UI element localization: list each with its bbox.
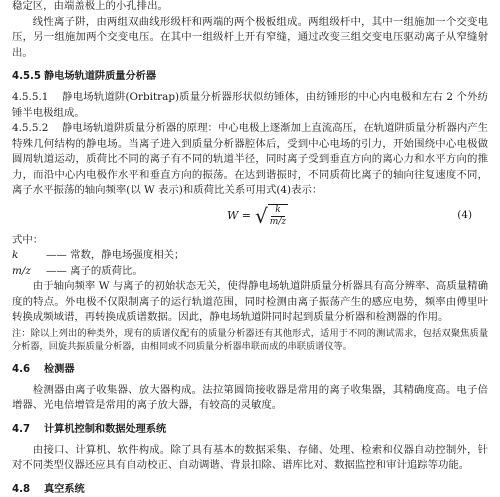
definition-symbol: k [12, 249, 19, 261]
definition-item [12, 264, 488, 280]
section-title: 真空系统 [44, 483, 85, 495]
section-number: 4.5.5 [12, 71, 42, 82]
section-title: 静电场轨道阱质量分析器 [44, 71, 157, 82]
note [12, 327, 488, 354]
continuation-text: 稳定区，由端盖极上的小孔排出。 [12, 0, 168, 12]
equation-number: (4) [457, 208, 472, 221]
section-title: 计算机控制和数据处理系统 [44, 423, 167, 435]
paragraph-linear-trap: 线性离子阱，由两组双曲线形级杆和两端的两个极板组成。两组级杆中，其中一组施加一个交变电压，另一组施加两个交变电压。在其中一组级杆上开有窄缝，通过改变三组交变电压驱动离子从窄缝射出。 [12, 15, 488, 59]
definition-text: —— 常数，静电场强度相关； [46, 249, 185, 261]
definition-text: —— 离子的质荷比。 [46, 264, 143, 277]
clause-number: 4.5.5.1 [12, 91, 49, 103]
paragraph-orbitrap-features: 由于轴向频率 W 与离子的初始状态无关，使得静电场轨道阱质量分析器具有高分辨率、高质量精确度的特点。外电极不仅限制离子的运行轨道范围，同时检测由离子振荡产生的感应电势，频率由傅里叶转换成频域谱，再转换成质谱数据。因此，静电场轨道阱同时起到质量分析器和检测器的作用。 [12, 280, 488, 323]
equation-lhs: W = [227, 209, 252, 222]
clause-text: 静电场轨道阱质量分析器的原理：中心电极上逐渐加上直流高压，在轨道阱质量分析器内产生特殊几何结构的静电场。当离子进入到质量分析器腔体后，受到中心电场的引力，开始围绕中心电极做圆周轨道运动，质荷比不同的离子有不同的轨道半径，同时离子受到垂直方向的离心力和水平方向的推力，而沿中心内电极作水平和垂直方向的振荡。在达到谐振时，不同质荷比离子的轴向往复速度不同，离子水平振荡的轴向频率(以 W 表示)和质荷比关系可用式(4)表示： [12, 122, 489, 196]
equation-4 [12, 201, 488, 231]
note-text: 除以上列出的种类外，现有的质谱仪配有的质量分析器还有其他形式，适用于不同的测试需求，包括双聚焦质量分析器，回旋共振质量分析器，由相同或不同质量分析器串联而成的串联质谱仪等。 [12, 327, 489, 352]
symbol-definitions [12, 233, 488, 280]
clause-number: 4.5.5.2 [12, 122, 49, 134]
fraction-numerator: k [271, 205, 284, 217]
section-heading-4-6 [12, 363, 488, 377]
section-number: 4.7 [12, 423, 31, 435]
equation-body [227, 204, 288, 228]
section-title: 检测器 [44, 363, 75, 375]
section-heading-4-5-5 [12, 70, 488, 84]
radical-sign-icon: √ [255, 203, 268, 228]
note-label: 注： [12, 327, 31, 339]
section-heading-4-8 [12, 483, 488, 497]
section-number: 4.8 [12, 483, 31, 495]
section-heading-4-7 [12, 423, 488, 437]
paragraph-computer-control: 由接口、计算机、软件构成。除了具有基本的数据采集、存储、处理、检索和仪器自动控制外，针对不同类型仪器还应具有自动校正、自动调谐、背景扣除、谱库比对、数据监控和审计追踪等功能。 [12, 443, 488, 471]
section-number: 4.6 [12, 363, 31, 375]
paragraph-4-5-5-1 [12, 90, 488, 121]
definition-item [12, 248, 488, 264]
fraction [268, 204, 288, 228]
paragraph-4-5-5-2 [12, 121, 488, 199]
paragraph-detector: 检测器由离子收集器、放大器构成。法拉第圆筒接收器是常用的离子收集器，其精确度高。电子倍增器、光电倍增管是常用的离子放大器，有较高的灵敏度。 [12, 383, 488, 411]
clause-text: 静电场轨道阱(Orbitrap)质量分析器形状似纺锤体，由纺锤形的中心内电极和左右 2 个外纺锤半电极组成。 [12, 91, 488, 119]
definitions-intro: 式中： [12, 233, 44, 246]
fraction-denominator: m/z [269, 216, 287, 227]
definition-symbol: m/z [12, 264, 31, 277]
square-root [255, 204, 288, 228]
